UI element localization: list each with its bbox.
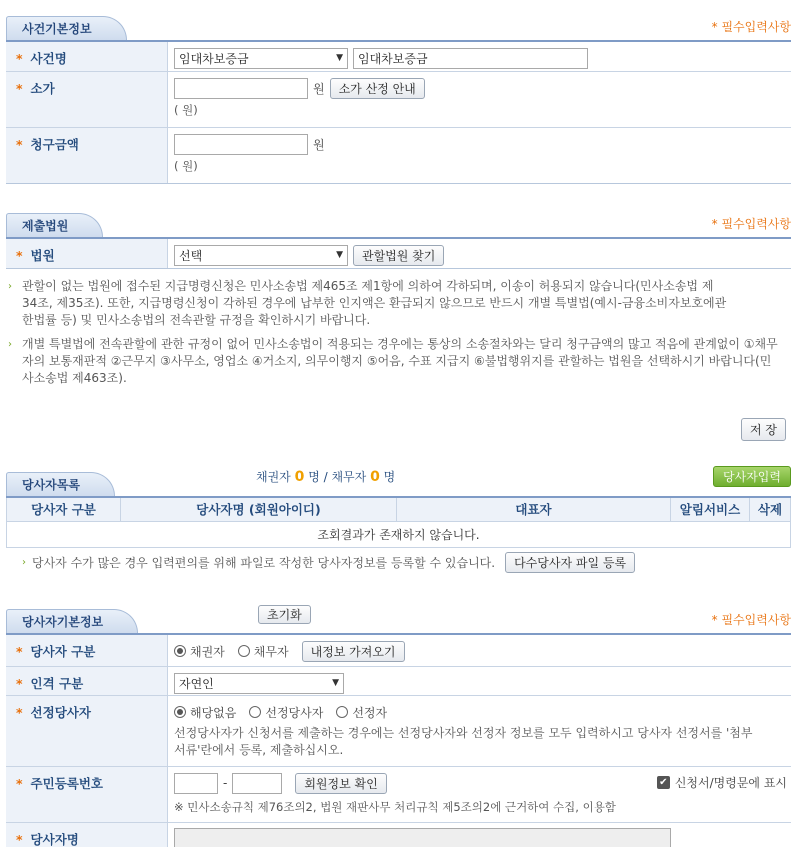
radio-selected-party[interactable]: 선정당사자 (249, 704, 323, 721)
claim-value-korean: ( 원) (174, 103, 198, 117)
case-info-section (6, 10, 791, 184)
radio-selector[interactable]: 선정자 (336, 704, 387, 721)
required-note: * 필수입력사항 (711, 217, 791, 231)
court-note-2: › 개별 특별법에 전속관할에 관한 규정이 없어 민사소송법이 적용되는 경우에는 통상의 소송절차와는 달리 청구금액의 많고 적음에 관계없이 ①채무자의 보통재판적 ②근무지 ③사무소, 영업소 ④거소지, 의무이행지 ⑤어음, 수표 지급지 ⑥불법행위지를 관할하는 법원을 선택하시기 바랍니다(민사소송법 제463조). (8, 337, 778, 385)
radio-none[interactable]: 해당없음 (174, 704, 236, 721)
radio-debtor[interactable]: 채무자 (238, 643, 289, 660)
col-party-name: 당사자명 (회원아이디) (121, 497, 397, 521)
claim-value-guide-button[interactable]: 소가 산정 안내 (330, 78, 425, 99)
bulk-upload-button[interactable]: 다수당사자 파일 등록 (505, 552, 635, 573)
court-notes (8, 278, 788, 394)
bulk-note-row (6, 552, 791, 573)
party-counts: 채권자 0 명 / 채무자 0 명 (256, 469, 396, 485)
find-court-button[interactable]: 관할법원 찾기 (353, 245, 444, 266)
parties-table (6, 496, 791, 548)
save-button[interactable]: 저 장 (741, 418, 786, 441)
load-my-info-button[interactable]: 내정보 가져오기 (302, 641, 405, 662)
col-delete: 삭제 (750, 497, 791, 521)
add-party-button[interactable]: 당사자입력 (713, 466, 791, 487)
party-name-input[interactable] (174, 828, 671, 847)
chevron-down-icon: ▼ (332, 678, 339, 688)
court-tab: 제출법원 (6, 213, 103, 237)
chevron-down-icon: ▼ (336, 250, 343, 260)
rrn-label: * 주민등록번호 (6, 767, 168, 822)
court-select[interactable]: 선택 ▼ (174, 245, 348, 266)
reset-button[interactable]: 초기화 (258, 605, 311, 624)
case-name-label: * 사건명 (6, 42, 168, 71)
court-note-1: › 관할이 없는 법원에 접수된 지급명령신청은 민사소송법 제465조 제1항에 의하여 각하되며, 이송이 허용되지 않습니다(민사소송법 제34조, 제35조). 또한, 지급명령신청이 각하된 경우에 납부한 인지액은 환급되지 않으므로 반드시 개별 특별법(예시-금융소비자보호에관한법률 등) 및 민사소송법의 전속관할 규정을 확인하시기 바랍니다. (8, 279, 727, 327)
parties-section (6, 466, 791, 573)
party-type-label: * 당사자 구분 (6, 635, 168, 666)
verify-member-button[interactable]: 회원정보 확인 (295, 773, 386, 794)
arrow-icon: › (8, 281, 12, 292)
party-info-section: 당사자기본정보 초기화 * 필수입력사항 * 당사자 구분 채권자 채무자 내정보 가져오기 * 인격 구분 자연인 ▼ * 선정당사자 해당없음 선정당사자 선정자 선정당사자가 신청서를 제출하는 경우에는 선정당사자와 선정자 정보를 모두 입력하시고 당사자 선정서를 '첨부서류'란에서 등록, 제출하십시오. * 주민등록번호 - 회원정보 확인 ✔ 신청서/명령문에 표시 ※ 민사소송규칙 제76조의2, 법원 재판사무 처리규칙 제5조의2에 근거하여 수집, 이용함 * 당사자명 (6, 603, 791, 847)
case-name-input[interactable]: 임대차보증금 (353, 48, 588, 69)
empty-message: 조회결과가 존재하지 않습니다. (7, 521, 791, 547)
selected-party-label: * 선정당사자 (6, 696, 168, 766)
radio-creditor[interactable]: 채권자 (174, 643, 225, 660)
check-icon: ✔ (657, 776, 670, 789)
rrn-note: ※ 민사소송규칙 제76조의2, 법원 재판사무 처리규칙 제5조의2에 근거하여 수집, 이용함 (174, 800, 616, 814)
rrn-front-input[interactable] (174, 773, 218, 794)
case-type-select[interactable]: 임대차보증금 ▼ (174, 48, 348, 69)
claim-amount-label: * 청구금액 (6, 128, 168, 183)
selected-party-note: 선정당사자가 신청서를 제출하는 경우에는 선정당사자와 선정자 정보를 모두 입력하시고 당사자 선정서를 '첨부서류'란에서 등록, 제출하십시오. (174, 726, 753, 757)
required-note: * 필수입력사항 (711, 613, 791, 627)
claim-value-label: * 소가 (6, 72, 168, 127)
bulk-note: 당사자 수가 많은 경우 입력편의를 위해 파일로 작성한 당사자정보를 등록할 수 있습니다. (32, 555, 496, 570)
chevron-down-icon: ▼ (336, 53, 343, 63)
court-label: * 법원 (6, 239, 168, 268)
court-section (6, 207, 791, 269)
col-party-type: 당사자 구분 (7, 497, 121, 521)
party-name-label: * 당사자명 (6, 823, 168, 847)
party-info-tab: 당사자기본정보 (6, 609, 138, 633)
claim-value-input[interactable] (174, 78, 308, 99)
claim-amount-korean: ( 원) (174, 159, 198, 173)
won-unit: 원 (313, 137, 325, 152)
col-representative: 대표자 (397, 497, 671, 521)
claim-amount-input[interactable] (174, 134, 308, 155)
person-type-select[interactable]: 자연인 ▼ (174, 673, 344, 694)
arrow-icon: › (8, 339, 12, 350)
col-notification: 알림서비스 (671, 497, 750, 521)
rrn-back-input[interactable] (232, 773, 282, 794)
arrow-icon: › (22, 556, 26, 568)
parties-tab: 당사자목록 (6, 472, 115, 496)
case-info-tab: 사건기본정보 (6, 16, 127, 40)
display-check[interactable]: ✔ 신청서/명령문에 표시 (657, 774, 787, 791)
won-unit: 원 (313, 81, 325, 96)
required-note: * 필수입력사항 (711, 20, 791, 34)
person-type-label: * 인격 구분 (6, 667, 168, 695)
